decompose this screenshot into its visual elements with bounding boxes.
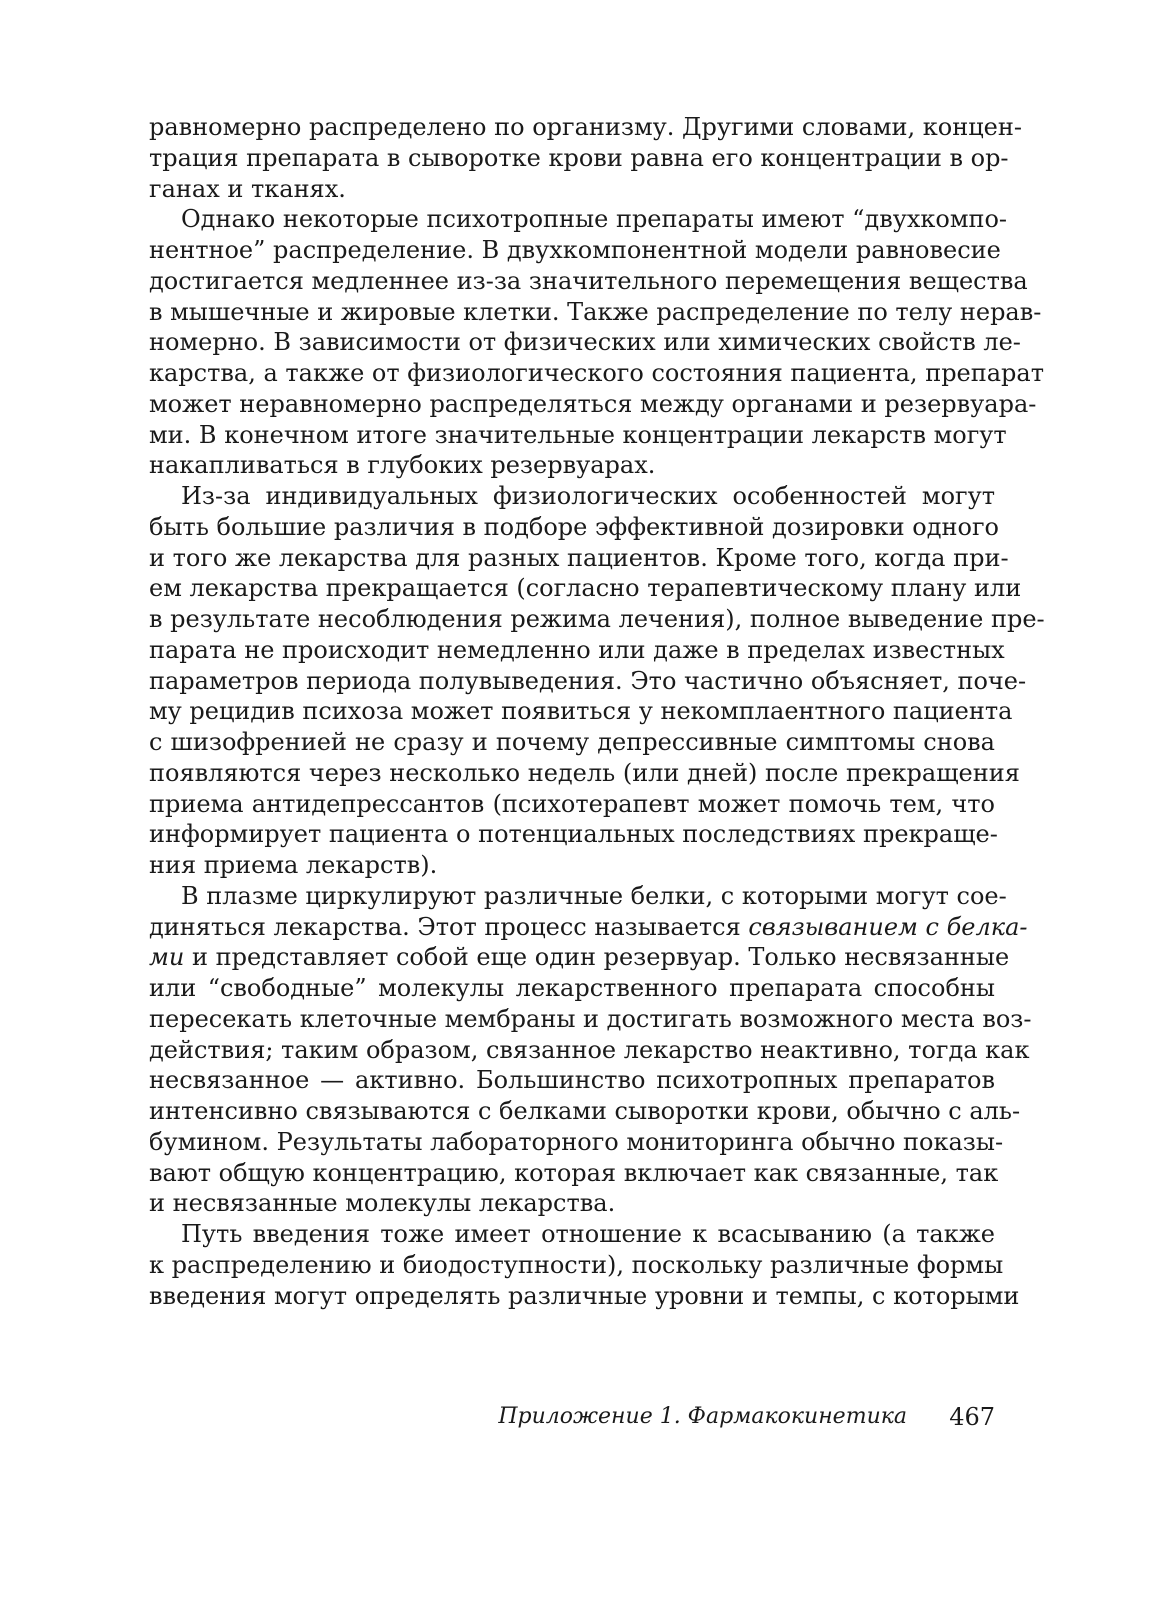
page-body	[149, 112, 1045, 1311]
text-line: пересекать клеточные мембраны и достигать возможного места воз-	[149, 1004, 1032, 1033]
text-line: му рецидив психоза может появиться у некомплаентного пациента	[149, 697, 1013, 726]
text-line: накапливаться в глубоких резервуарах.	[149, 451, 656, 480]
text-line: может неравномерно распределяться между органами и резервуара-	[149, 389, 1037, 418]
paragraph	[149, 881, 1032, 1219]
page-number: 467	[949, 1403, 995, 1431]
text-line: парата не происходит немедленно или даже в пределах известных	[149, 635, 1005, 664]
text-line: ем лекарства прекращается (согласно терапевтическому плану или	[149, 574, 1022, 603]
text-line: в мышечные и жировые клетки. Также распределение по телу нерав-	[149, 297, 1042, 326]
text-line: достигается медленнее из-за значительного перемещения вещества	[149, 266, 1028, 295]
paragraph	[149, 204, 1045, 481]
text-line: к распределению и биодоступности), поскольку различные формы	[149, 1250, 1004, 1279]
text-line: ми. В конечном итоге значительные концентрации лекарств могут	[149, 420, 1007, 449]
emphasized-term: связыванием с белка-	[748, 912, 1028, 941]
text-line: появляются через несколько недель (или дней) после прекращения	[149, 758, 1020, 787]
text-line: бумином. Результаты лабораторного мониторинга обычно показы-	[149, 1127, 1004, 1156]
text-line: быть большие различия в подборе эффективной дозировки одного	[149, 512, 999, 541]
text-line	[149, 942, 1010, 973]
text-line: или “свободные” молекулы лекарственного препарата способны	[149, 974, 995, 1002]
text-line: с шизофренией не сразу и почему депрессивные симптомы снова	[149, 728, 995, 756]
running-title: Приложение 1. Фармакокинетика	[498, 1404, 907, 1429]
text-line: ганах и тканях.	[149, 174, 346, 203]
text-line: несвязанное — активно. Большинство психотропных препаратов	[149, 1066, 995, 1095]
text-line: номерно. В зависимости от физических или химических свойств ле-	[149, 328, 1021, 357]
text-line: введения могут определять различные уровни и темпы, с которыми	[149, 1281, 1020, 1310]
text-line: интенсивно связываются с белками сыворотки крови, обычно с аль-	[149, 1097, 1021, 1125]
text-line: нентное” распределение. В двухкомпонентной модели равновесие	[149, 236, 1001, 264]
text-line: действия; таким образом, связанное лекарство неактивно, тогда как	[149, 1035, 1030, 1064]
text-line: Однако некоторые психотропные препараты имеют “двухкомпо-	[181, 205, 1008, 234]
text-line: трация препарата в сыворотке крови равна его концентрации в ор-	[149, 143, 1009, 172]
paragraph	[149, 481, 1045, 881]
text-line: Из-за индивидуальных физиологических особенностей могут	[181, 482, 995, 510]
text-line: информирует пациента о потенциальных последствиях прекраще-	[149, 820, 998, 849]
paragraph	[149, 1219, 1020, 1311]
page-footer	[149, 1400, 995, 1434]
text-run: диняться лекарства. Этот процесс называется	[149, 912, 749, 941]
text-line: карства, а также от физиологического состояния пациента, препарат	[149, 359, 1045, 387]
text-line: в результате несоблюдения режима лечения), полное выведение пре-	[149, 605, 1045, 633]
text-line: равномерно распределено по организму. Другими словами, концен-	[149, 113, 1022, 141]
paragraph	[149, 112, 1022, 204]
text-line: вают общую концентрацию, которая включает как связанные, так	[149, 1158, 999, 1187]
text-run: и представляет собой еще один резервуар. Только несвязанные	[184, 943, 1010, 972]
text-line: и несвязанные молекулы лекарства.	[149, 1189, 616, 1218]
text-line: ния приема лекарств).	[149, 851, 438, 879]
text-line: В плазме циркулируют различные белки, с которыми могут сое-	[181, 881, 1007, 910]
text-line: параметров периода полувыведения. Это частично объясняет, поче-	[149, 666, 1027, 695]
text-line: приема антидепрессантов (психотерапевт может помочь тем, что	[149, 789, 995, 818]
text-line	[149, 912, 1028, 943]
text-line: и того же лекарства для разных пациентов. Кроме того, когда при-	[149, 543, 1009, 572]
emphasized-term: ми	[149, 943, 185, 972]
text-line: Путь введения тоже имеет отношение к всасыванию (а также	[181, 1220, 995, 1248]
